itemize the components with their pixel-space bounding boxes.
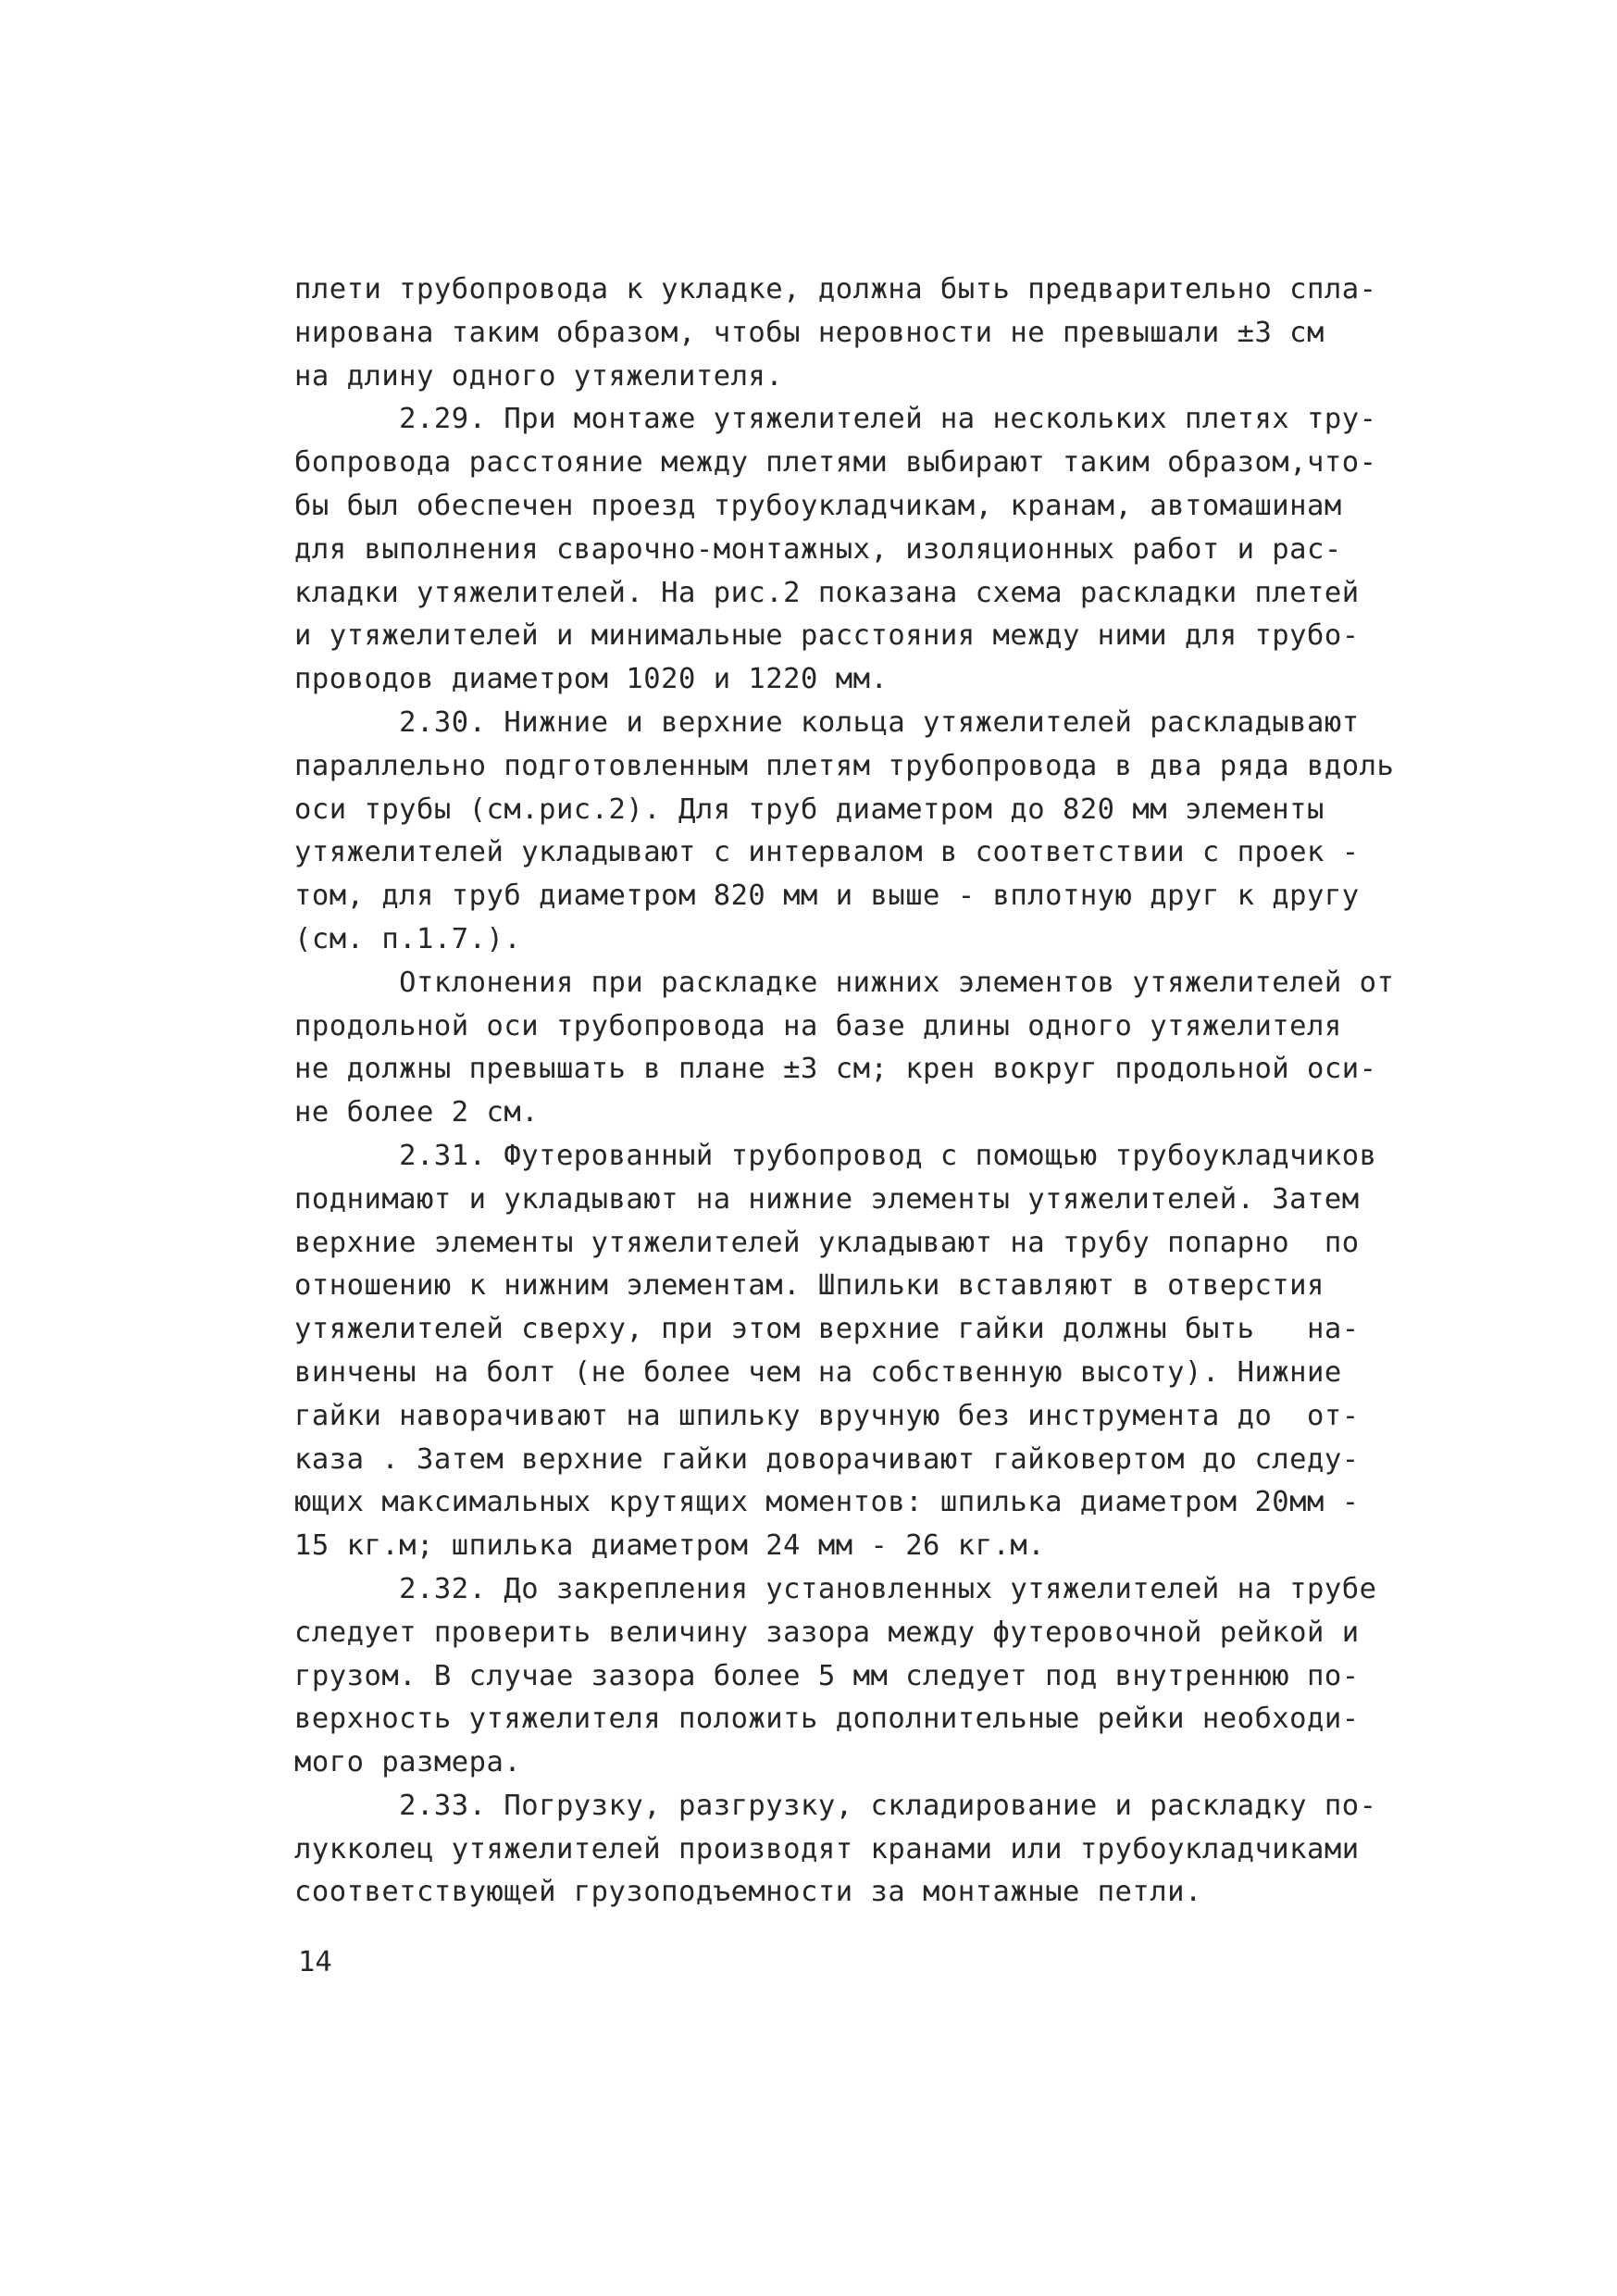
- text-line: и утяжелителей и минимальные расстояния между ними для трубо-: [294, 619, 1360, 653]
- text-line: поднимают и укладывают на нижние элементы утяжелителей. Затем: [294, 1182, 1360, 1216]
- text-line: не более 2 см.: [294, 1096, 540, 1129]
- text-line: верхние элементы утяжелителей укладывают на трубу попарно по: [294, 1226, 1360, 1259]
- text-line: 2.30. Нижние и верхние кольца утяжелителей раскладывают: [294, 705, 1360, 739]
- text-line: кладки утяжелителей. На рис.2 показана схема раскладки плетей: [294, 576, 1360, 609]
- text-line: бы был обеспечен проезд трубоукладчикам, кранам, автомашинам: [294, 489, 1342, 522]
- text-line: грузом. В случае зазора более 5 мм следует под внутреннюю по-: [294, 1659, 1360, 1692]
- text-line: для выполнения сварочно-монтажных, изоляционных работ и рас-: [294, 532, 1342, 566]
- body-text: [294, 268, 1442, 1915]
- text-line: нирована таким образом, чтобы неровности не превышали ±3 см: [294, 316, 1325, 349]
- text-line: (см. п.1.7.).: [294, 922, 522, 955]
- text-line: утяжелителей сверху, при этом верхние гайки должны быть на-: [294, 1313, 1360, 1346]
- text-line: утяжелителей укладывают с интервалом в соответствии с проек -: [294, 836, 1360, 869]
- text-line: ющих максимальных крутящих моментов: шпилька диаметром 20мм -: [294, 1486, 1360, 1519]
- text-line: 15 кг.м; шпилька диаметром 24 мм - 26 кг.м.: [294, 1529, 1046, 1563]
- text-line: оси трубы (см.рис.2). Для труб диаметром до 820 мм элементы: [294, 792, 1325, 826]
- text-line: отношению к нижним элементам. Шпильки вставляют в отверстия: [294, 1269, 1325, 1303]
- text-line: каза . Затем верхние гайки доворачивают гайковертом до следу-: [294, 1442, 1360, 1476]
- text-line: Отклонения при раскладке нижних элементов утяжелителей от: [294, 966, 1395, 999]
- text-line: следует проверить величину зазора между футеровочной рейкой и: [294, 1616, 1360, 1649]
- text-line: не должны превышать в плане ±3 см; крен вокруг продольной оси-: [294, 1053, 1377, 1086]
- text-line: 2.33. Погрузку, разгрузку, складирование и раскладку по-: [294, 1789, 1377, 1822]
- text-line: лукколец утяжелителей производят кранами или трубоукладчиками: [294, 1832, 1360, 1866]
- text-line: 2.32. До закрепления установленных утяжелителей на трубе: [294, 1572, 1377, 1605]
- text-line: винчены на болт (не более чем на собственную высоту). Нижние: [294, 1355, 1342, 1389]
- text-line: проводов диаметром 1020 и 1220 мм.: [294, 663, 889, 696]
- text-line: гайки наворачивают на шпильку вручную без инструмента до от-: [294, 1399, 1360, 1432]
- text-line: мого размера.: [294, 1746, 522, 1779]
- text-line: соответствующей грузоподъемности за монтажные петли.: [294, 1876, 1202, 1909]
- page-number: 14: [298, 1946, 332, 1978]
- text-line: 2.31. Футерованный трубопровод с помощью трубоукладчиков: [294, 1139, 1377, 1172]
- text-line: параллельно подготовленным плетям трубопровода в два ряда вдоль: [294, 749, 1395, 782]
- text-line: бопровода расстояние между плетями выбирают таким образом,что-: [294, 446, 1377, 480]
- text-line: плети трубопровода к укладке, должна быть предварительно спла-: [294, 273, 1377, 306]
- text-line: верхность утяжелителя положить дополнительные рейки необходи-: [294, 1703, 1360, 1736]
- text-line: продольной оси трубопровода на базе длины одного утяжелителя: [294, 1009, 1342, 1042]
- text-line: том, для труб диаметром 820 мм и выше - вплотную друг к другу: [294, 880, 1360, 913]
- text-line: на длину одного утяжелителя.: [294, 359, 784, 393]
- text-line: 2.29. При монтаже утяжелителей на нескольких плетях тру-: [294, 403, 1377, 436]
